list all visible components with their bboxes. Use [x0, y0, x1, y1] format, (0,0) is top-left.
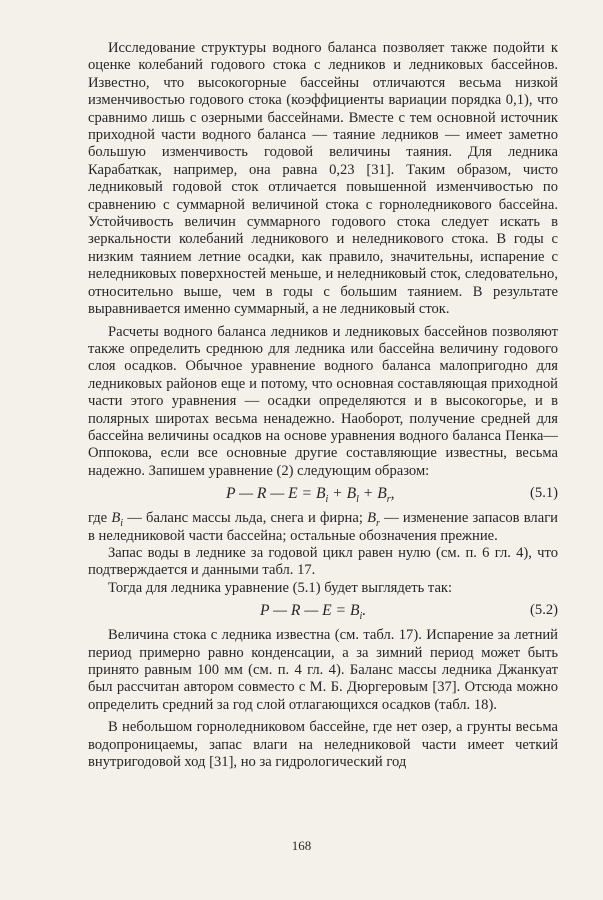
page-number: 168	[291, 838, 312, 853]
equation-5-2-formula: P — R — $E = B_i$.	[260, 602, 367, 623]
paragraph-water-balance-calculations: Расчеты водного баланса ледников и ледниковых бассейнов позволяют также определить среднюю для ледника или бассейна величину годового слоя осадков. Обычное уравнение водного баланса малопригодно для ледниковых районов еще и потому, что основная составляющая приходной части этого уравнения — осадки определяются и в высокогорье, и в полярных широтах весьма ненадежно. Наоборот, получение средней для бассейна величины осадков на основе уравнения водного баланса Пенка—Оппокова, если все основные другие составляющие известны, весьма надежно. Запишем уравнение (2) следующим образом:	[88, 323, 558, 479]
equation-5-2	[88, 598, 558, 625]
paragraph-water-balance-structure: Исследование структуры водного баланса позволяет также подойти к оценке колебаний годового стока с ледников и ледниковых бассейнов. Известно, что высокогорные бассейны отличаются весьма низкой изменчивостью годового стока (коэффициенты вариации порядка 0,1), что сравнимо лишь с озерными бассейнами. Вместе с тем основной источник приходной части водного баланса — таяние ледников — имеет заметно большую изменчивость годовой величины таяния. Для ледника Карабаткак, например, она равна 0,23 [31]. Таким образом, чисто ледниковый годовой сток отличается повышенной изменчивостью по сравнению с суммарной величиной стока с горноледникового бассейна. Устойчивость величин суммарного годового стока следует искать в зеркальности колебаний ледникового и неледникового стока. В годы с низким таянием летние осадки, как правило, значительны, испарение с неледниковых поверхностей меньше, и неледниковый сток, следовательно, относительно выше, чем в годы с большим таянием. В результате выравнивается именно суммарный, а не ледниковый сток.	[88, 40, 558, 318]
paragraph-runoff-evaporation: Величина стока с ледника известна (см. табл. 17). Испарение за летний период примерно равно конденсации, а за зимний период может быть принято равным 100 мм (см. п. 4 гл. 4). Баланс массы ледника Джанкуат был рассчитан автором совместо с М. Б. Дюргеровым [37]. Отсюда можно определить средний за год слой отлагающихся осадков (табл. 18).	[88, 627, 558, 713]
paragraph-notation: где $B_i$ — баланс массы льда, снега и фирна; $B_r$ — изменение запасов влаги в неледниковой части бассейна; остальные обозначения прежние.	[88, 510, 558, 544]
equation-5-1-number: (5.1)	[530, 485, 558, 502]
equation-5-1-formula: P — R — $E = B_i + B_l + B_r$,	[226, 485, 395, 506]
paragraph-small-basin: В небольшом горноледниковом бассейне, где нет озер, а грунты весьма водопроницаемы, запас влаги на неледниковой части имеет четкий внутригодовой ход [31], но за гидрологический год	[88, 719, 558, 771]
paragraph-glacier-equation-intro: Тогда для ледника уравнение (5.1) будет выглядеть так:	[108, 579, 453, 596]
equation-5-1	[88, 481, 558, 508]
equation-5-2-number: (5.2)	[530, 602, 558, 619]
page-body	[88, 40, 558, 771]
paragraph-water-storage: Запас воды в леднике за годовой цикл равен нулю (см. п. 6 гл. 4), что подтверждается и данными табл. 17.	[88, 544, 558, 579]
